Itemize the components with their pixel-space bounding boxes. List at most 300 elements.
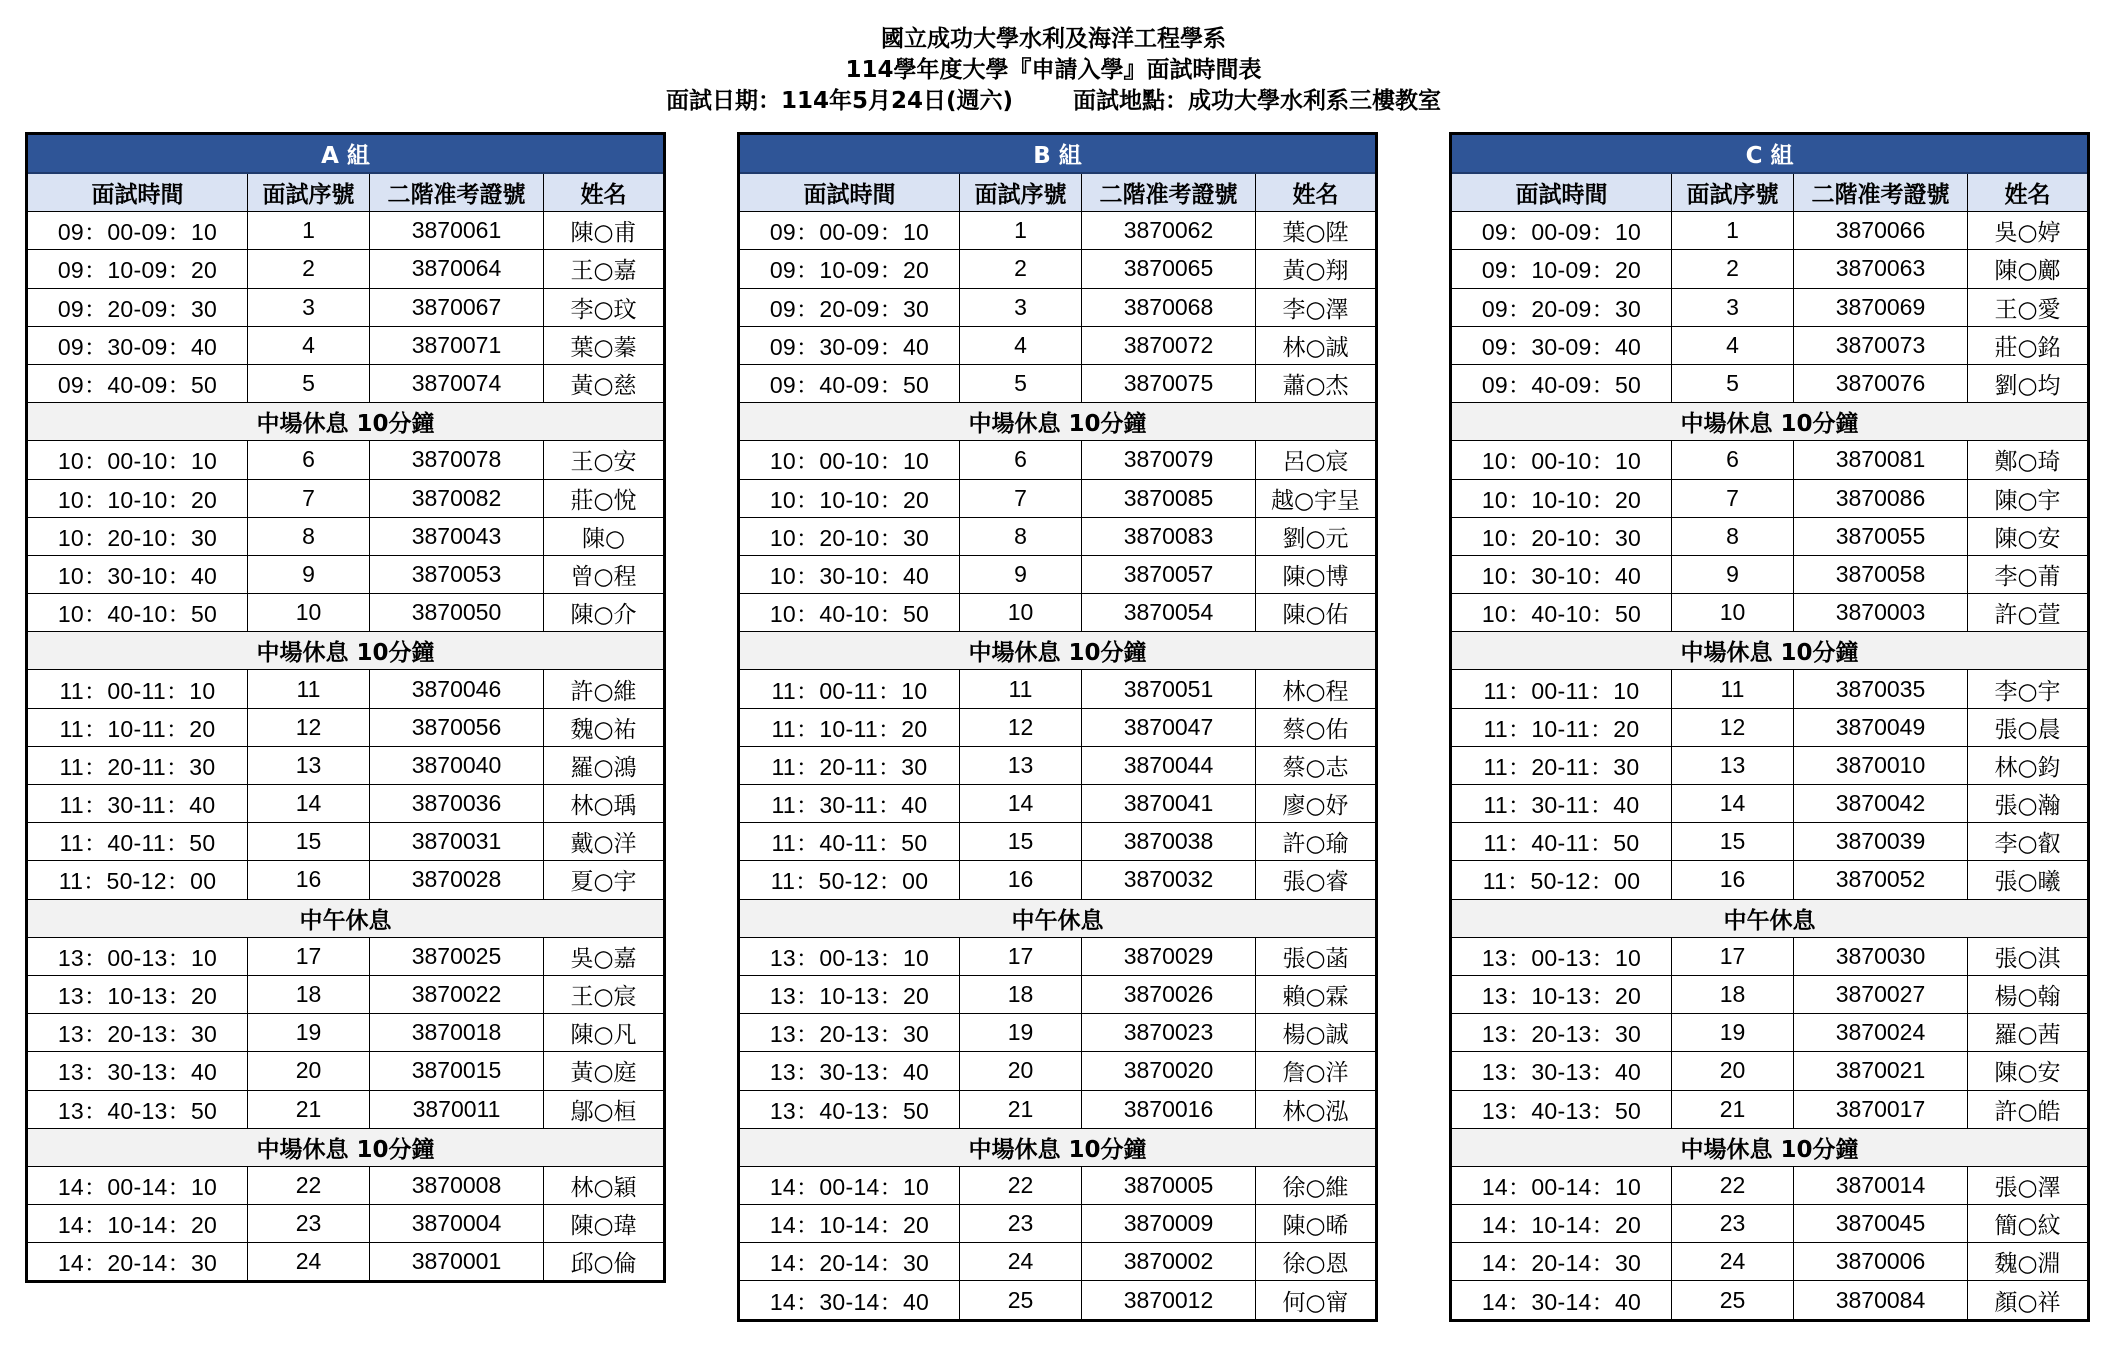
candidate-name: 顏○祥	[1968, 1281, 2089, 1320]
table-row	[739, 670, 1377, 708]
candidate-name: 陳○安	[1968, 1052, 2089, 1090]
candidate-name: 何○甯	[1256, 1281, 1377, 1320]
table-row	[1451, 1281, 2089, 1320]
candidate-name: 黃○庭	[544, 1052, 665, 1090]
interview-time: 11：10-11：20	[739, 708, 960, 746]
interview-time: 09：30-09：40	[739, 326, 960, 364]
interview-time: 11：00-11：10	[739, 670, 960, 708]
break-row	[27, 403, 665, 441]
table-row	[1451, 1014, 2089, 1052]
candidate-name: 戴○洋	[544, 823, 665, 861]
interview-time: 10：10-10：20	[739, 479, 960, 517]
break-label: 中場休息 10分鐘	[27, 632, 665, 670]
admission-ticket-number: 3870076	[1794, 364, 1968, 402]
interview-place: 面試地點：成功大學水利系三樓教室	[1073, 88, 1442, 114]
interview-time: 09：10-09：20	[1451, 250, 1672, 288]
table-row	[1451, 937, 2089, 975]
interview-number: 18	[1672, 975, 1794, 1013]
table-row	[27, 517, 665, 555]
admission-ticket-number: 3870018	[370, 1014, 544, 1052]
department-title: 國立成功大學水利及海洋工程學系	[881, 26, 1226, 52]
table-row	[739, 708, 1377, 746]
candidate-name: 莊○銘	[1968, 326, 2089, 364]
interview-time: 09：00-09：10	[27, 212, 248, 250]
table-row	[27, 1014, 665, 1052]
admission-ticket-number: 3870086	[1794, 479, 1968, 517]
admission-ticket-number: 3870055	[1794, 517, 1968, 555]
admission-ticket-number: 3870024	[1794, 1014, 1968, 1052]
interview-time: 10：40-10：50	[739, 594, 960, 632]
table-row	[739, 1243, 1377, 1281]
candidate-name: 林○瑀	[544, 785, 665, 823]
candidate-name: 陳○瑋	[544, 1205, 665, 1243]
table-row	[27, 441, 665, 479]
interview-time: 11：40-11：50	[1451, 823, 1672, 861]
candidate-name: 楊○翰	[1968, 975, 2089, 1013]
schedule-table	[737, 132, 1378, 1322]
break-row	[739, 632, 1377, 670]
admission-ticket-number: 3870065	[1082, 250, 1256, 288]
interview-number: 17	[248, 937, 370, 975]
interview-time: 10：30-10：40	[1451, 555, 1672, 593]
break-row	[739, 403, 1377, 441]
interview-number: 3	[960, 288, 1082, 326]
admission-ticket-number: 3870082	[370, 479, 544, 517]
candidate-name: 陳○佑	[1256, 594, 1377, 632]
admission-ticket-number: 3870056	[370, 708, 544, 746]
admission-ticket-number: 3870071	[370, 326, 544, 364]
candidate-name: 張○曦	[1968, 861, 2089, 899]
interview-time: 13：10-13：20	[27, 975, 248, 1013]
interview-number: 4	[248, 326, 370, 364]
interview-time: 14：10-14：20	[1451, 1205, 1672, 1243]
admission-ticket-number: 3870064	[370, 250, 544, 288]
interview-number: 4	[960, 326, 1082, 364]
admission-ticket-number: 3870038	[1082, 823, 1256, 861]
candidate-name: 呂○宸	[1256, 441, 1377, 479]
admission-ticket-number: 3870027	[1794, 975, 1968, 1013]
interview-time: 11：50-12：00	[1451, 861, 1672, 899]
table-row	[739, 517, 1377, 555]
table-row	[739, 1090, 1377, 1128]
column-header: 二階准考證號	[370, 173, 544, 212]
candidate-name: 陳○安	[1968, 517, 2089, 555]
interview-number: 16	[248, 861, 370, 899]
interview-time: 13：30-13：40	[739, 1052, 960, 1090]
table-row	[27, 555, 665, 593]
interview-number: 22	[960, 1166, 1082, 1204]
interview-time: 11：50-12：00	[739, 861, 960, 899]
table-row	[1451, 326, 2089, 364]
table-row	[739, 746, 1377, 784]
table-row	[27, 1052, 665, 1090]
admission-ticket-number: 3870005	[1082, 1166, 1256, 1204]
candidate-name: 蔡○志	[1256, 746, 1377, 784]
candidate-name: 林○程	[1256, 670, 1377, 708]
table-row	[739, 594, 1377, 632]
candidate-name: 鄭○琦	[1968, 441, 2089, 479]
interview-number: 2	[1672, 250, 1794, 288]
table-row	[27, 861, 665, 899]
interview-number: 15	[248, 823, 370, 861]
interview-number: 5	[960, 364, 1082, 402]
table-row	[739, 823, 1377, 861]
candidate-name: 莊○悅	[544, 479, 665, 517]
candidate-name: 邱○倫	[544, 1243, 665, 1282]
interview-time: 13：00-13：10	[739, 937, 960, 975]
interview-number: 12	[1672, 708, 1794, 746]
admission-ticket-number: 3870036	[370, 785, 544, 823]
interview-time: 11：30-11：40	[739, 785, 960, 823]
interview-time: 10：00-10：10	[27, 441, 248, 479]
admission-ticket-number: 3870040	[370, 746, 544, 784]
interview-time: 13：20-13：30	[1451, 1014, 1672, 1052]
interview-number: 16	[1672, 861, 1794, 899]
admission-ticket-number: 3870072	[1082, 326, 1256, 364]
admission-ticket-number: 3870020	[1082, 1052, 1256, 1090]
interview-number: 8	[1672, 517, 1794, 555]
candidate-name: 劉○均	[1968, 364, 2089, 402]
interview-time: 10：30-10：40	[27, 555, 248, 593]
table-row	[27, 288, 665, 326]
table-row	[1451, 975, 2089, 1013]
table-row	[1451, 823, 2089, 861]
interview-number: 5	[248, 364, 370, 402]
group-title: B 組	[739, 134, 1377, 174]
interview-time: 11：00-11：10	[1451, 670, 1672, 708]
admission-ticket-number: 3870021	[1794, 1052, 1968, 1090]
table-row	[27, 326, 665, 364]
interview-number: 10	[960, 594, 1082, 632]
admission-ticket-number: 3870045	[1794, 1205, 1968, 1243]
interview-time: 09：20-09：30	[739, 288, 960, 326]
interview-time: 13：00-13：10	[27, 937, 248, 975]
break-row	[1451, 632, 2089, 670]
interview-number: 15	[960, 823, 1082, 861]
interview-time: 11：30-11：40	[1451, 785, 1672, 823]
document-header	[0, 24, 2107, 117]
candidate-name: 吳○嘉	[544, 937, 665, 975]
candidate-name: 張○瀚	[1968, 785, 2089, 823]
break-label: 中午休息	[739, 899, 1377, 937]
admission-ticket-number: 3870006	[1794, 1243, 1968, 1281]
break-row	[1451, 403, 2089, 441]
candidate-name: 陳○	[544, 517, 665, 555]
interview-time: 09：00-09：10	[739, 212, 960, 250]
group-title: A 組	[27, 134, 665, 174]
interview-time: 11：00-11：10	[27, 670, 248, 708]
interview-number: 21	[248, 1090, 370, 1128]
admission-ticket-number: 3870016	[1082, 1090, 1256, 1128]
admission-ticket-number: 3870030	[1794, 937, 1968, 975]
table-row	[739, 861, 1377, 899]
candidate-name: 李○宇	[1968, 670, 2089, 708]
interview-time: 10：20-10：30	[1451, 517, 1672, 555]
interview-time: 14：00-14：10	[27, 1166, 248, 1204]
table-row	[27, 937, 665, 975]
candidate-name: 許○瑜	[1256, 823, 1377, 861]
table-row	[739, 1014, 1377, 1052]
candidate-name: 賴○霖	[1256, 975, 1377, 1013]
interview-number: 6	[248, 441, 370, 479]
admission-ticket-number: 3870061	[370, 212, 544, 250]
table-row	[1451, 594, 2089, 632]
candidate-name: 劉○元	[1256, 517, 1377, 555]
admission-ticket-number: 3870028	[370, 861, 544, 899]
interview-time: 11：20-11：30	[27, 746, 248, 784]
interview-number: 23	[1672, 1205, 1794, 1243]
table-row	[1451, 670, 2089, 708]
admission-ticket-number: 3870041	[1082, 785, 1256, 823]
admission-ticket-number: 3870074	[370, 364, 544, 402]
table-row	[1451, 441, 2089, 479]
candidate-name: 黃○慈	[544, 364, 665, 402]
interview-time: 11：20-11：30	[1451, 746, 1672, 784]
interview-time: 13：10-13：20	[739, 975, 960, 1013]
admission-ticket-number: 3870001	[370, 1243, 544, 1282]
admission-ticket-number: 3870063	[1794, 250, 1968, 288]
admission-ticket-number: 3870023	[1082, 1014, 1256, 1052]
interview-time: 13：00-13：10	[1451, 937, 1672, 975]
interview-number: 11	[1672, 670, 1794, 708]
admission-ticket-number: 3870084	[1794, 1281, 1968, 1320]
column-header: 面試時間	[27, 173, 248, 212]
interview-number: 1	[248, 212, 370, 250]
table-row	[1451, 555, 2089, 593]
interview-time: 11：30-11：40	[27, 785, 248, 823]
interview-time: 14：20-14：30	[27, 1243, 248, 1282]
interview-number: 8	[248, 517, 370, 555]
interview-number: 6	[1672, 441, 1794, 479]
interview-number: 2	[960, 250, 1082, 288]
candidate-name: 王○愛	[1968, 288, 2089, 326]
table-row	[1451, 1090, 2089, 1128]
break-row	[1451, 1128, 2089, 1166]
candidate-name: 陳○甫	[544, 212, 665, 250]
interview-time: 14：00-14：10	[739, 1166, 960, 1204]
interview-time: 13：40-13：50	[739, 1090, 960, 1128]
candidate-name: 許○皓	[1968, 1090, 2089, 1128]
interview-time: 14：20-14：30	[739, 1243, 960, 1281]
admission-ticket-number: 3870073	[1794, 326, 1968, 364]
interview-time: 10：00-10：10	[739, 441, 960, 479]
interview-number: 9	[1672, 555, 1794, 593]
interview-number: 22	[248, 1166, 370, 1204]
candidate-name: 羅○茜	[1968, 1014, 2089, 1052]
interview-number: 19	[960, 1014, 1082, 1052]
break-label: 中場休息 10分鐘	[27, 403, 665, 441]
break-label: 中場休息 10分鐘	[1451, 403, 2089, 441]
interview-time: 13：30-13：40	[1451, 1052, 1672, 1090]
interview-time: 11：40-11：50	[27, 823, 248, 861]
interview-time: 09：20-09：30	[27, 288, 248, 326]
table-row	[739, 1281, 1377, 1320]
table-row	[739, 785, 1377, 823]
admission-ticket-number: 3870003	[1794, 594, 1968, 632]
table-row	[739, 975, 1377, 1013]
break-row	[27, 899, 665, 937]
interview-time: 14：30-14：40	[739, 1281, 960, 1320]
interview-number: 7	[960, 479, 1082, 517]
candidate-name: 徐○恩	[1256, 1243, 1377, 1281]
candidate-name: 林○誠	[1256, 326, 1377, 364]
break-row	[1451, 899, 2089, 937]
candidate-name: 張○睿	[1256, 861, 1377, 899]
admission-ticket-number: 3870062	[1082, 212, 1256, 250]
table-row	[739, 250, 1377, 288]
admission-ticket-number: 3870025	[370, 937, 544, 975]
candidate-name: 徐○維	[1256, 1166, 1377, 1204]
table-row	[27, 670, 665, 708]
candidate-name: 王○宸	[544, 975, 665, 1013]
column-header: 面試序號	[1672, 173, 1794, 212]
interview-number: 11	[248, 670, 370, 708]
group-table-2	[1449, 132, 2087, 1322]
candidate-name: 許○萱	[1968, 594, 2089, 632]
candidate-name: 吳○婷	[1968, 212, 2089, 250]
break-row	[739, 1128, 1377, 1166]
interview-time: 09：40-09：50	[1451, 364, 1672, 402]
table-row	[27, 364, 665, 402]
admission-ticket-number: 3870058	[1794, 555, 1968, 593]
group-table-0	[25, 132, 663, 1283]
table-row	[739, 288, 1377, 326]
interview-number: 5	[1672, 364, 1794, 402]
table-row	[1451, 364, 2089, 402]
candidate-name: 張○晨	[1968, 708, 2089, 746]
interview-number: 24	[1672, 1243, 1794, 1281]
table-row	[739, 937, 1377, 975]
interview-number: 17	[960, 937, 1082, 975]
interview-time: 13：40-13：50	[27, 1090, 248, 1128]
interview-time: 11：10-11：20	[27, 708, 248, 746]
admission-ticket-number: 3870079	[1082, 441, 1256, 479]
admission-ticket-number: 3870083	[1082, 517, 1256, 555]
table-row	[739, 326, 1377, 364]
admission-ticket-number: 3870039	[1794, 823, 1968, 861]
interview-number: 18	[960, 975, 1082, 1013]
interview-number: 7	[1672, 479, 1794, 517]
candidate-name: 李○玟	[544, 288, 665, 326]
table-row	[1451, 250, 2089, 288]
candidate-name: 張○淇	[1968, 937, 2089, 975]
table-row	[1451, 212, 2089, 250]
admission-ticket-number: 3870050	[370, 594, 544, 632]
break-label: 中場休息 10分鐘	[739, 403, 1377, 441]
candidate-name: 蔡○佑	[1256, 708, 1377, 746]
table-row	[27, 250, 665, 288]
interview-time: 10：40-10：50	[27, 594, 248, 632]
candidate-name: 羅○鴻	[544, 746, 665, 784]
candidate-name: 陳○晞	[1256, 1205, 1377, 1243]
candidate-name: 陳○介	[544, 594, 665, 632]
break-label: 中場休息 10分鐘	[1451, 632, 2089, 670]
table-row	[739, 1166, 1377, 1204]
interview-time: 14：30-14：40	[1451, 1281, 1672, 1320]
schedule-title: 114學年度大學『申請入學』面試時間表	[845, 57, 1262, 83]
admission-ticket-number: 3870066	[1794, 212, 1968, 250]
table-row	[27, 1166, 665, 1204]
interview-time: 14：20-14：30	[1451, 1243, 1672, 1281]
admission-ticket-number: 3870029	[1082, 937, 1256, 975]
column-header: 姓名	[1968, 173, 2089, 212]
interview-time: 11：50-12：00	[27, 861, 248, 899]
interview-time: 13：40-13：50	[1451, 1090, 1672, 1128]
admission-ticket-number: 3870022	[370, 975, 544, 1013]
table-row	[1451, 479, 2089, 517]
interview-time: 10：20-10：30	[27, 517, 248, 555]
candidate-name: 魏○淵	[1968, 1243, 2089, 1281]
interview-time: 09：20-09：30	[1451, 288, 1672, 326]
interview-time: 10：00-10：10	[1451, 441, 1672, 479]
table-row	[739, 212, 1377, 250]
candidate-name: 廖○妤	[1256, 785, 1377, 823]
interview-number: 13	[960, 746, 1082, 784]
group-table-1	[737, 132, 1375, 1322]
interview-number: 15	[1672, 823, 1794, 861]
interview-number: 20	[960, 1052, 1082, 1090]
table-row	[27, 708, 665, 746]
candidate-name: 魏○祐	[544, 708, 665, 746]
table-row	[739, 1052, 1377, 1090]
admission-ticket-number: 3870026	[1082, 975, 1256, 1013]
table-row	[1451, 288, 2089, 326]
break-label: 中場休息 10分鐘	[1451, 1128, 2089, 1166]
admission-ticket-number: 3870042	[1794, 785, 1968, 823]
interview-number: 4	[1672, 326, 1794, 364]
candidate-name: 詹○洋	[1256, 1052, 1377, 1090]
interview-time: 11：10-11：20	[1451, 708, 1672, 746]
interview-time: 10：30-10：40	[739, 555, 960, 593]
candidate-name: 陳○凡	[544, 1014, 665, 1052]
table-row	[739, 364, 1377, 402]
break-label: 中場休息 10分鐘	[739, 1128, 1377, 1166]
candidate-name: 鄔○桓	[544, 1090, 665, 1128]
table-row	[739, 555, 1377, 593]
table-row	[27, 1243, 665, 1282]
schedule-table	[1449, 132, 2090, 1322]
interview-number: 23	[248, 1205, 370, 1243]
admission-ticket-number: 3870004	[370, 1205, 544, 1243]
interview-number: 12	[960, 708, 1082, 746]
table-row	[27, 823, 665, 861]
admission-ticket-number: 3870046	[370, 670, 544, 708]
interview-number: 1	[1672, 212, 1794, 250]
interview-number: 10	[248, 594, 370, 632]
table-row	[27, 479, 665, 517]
interview-number: 16	[960, 861, 1082, 899]
interview-number: 6	[960, 441, 1082, 479]
admission-ticket-number: 3870009	[1082, 1205, 1256, 1243]
admission-ticket-number: 3870081	[1794, 441, 1968, 479]
admission-ticket-number: 3870078	[370, 441, 544, 479]
break-label: 中午休息	[27, 899, 665, 937]
interview-time: 14：00-14：10	[1451, 1166, 1672, 1204]
interview-number: 19	[1672, 1014, 1794, 1052]
admission-ticket-number: 3870051	[1082, 670, 1256, 708]
interview-number: 12	[248, 708, 370, 746]
table-row	[1451, 1205, 2089, 1243]
schedule-table	[25, 132, 666, 1283]
admission-ticket-number: 3870032	[1082, 861, 1256, 899]
admission-ticket-number: 3870010	[1794, 746, 1968, 784]
candidate-name: 林○泓	[1256, 1090, 1377, 1128]
table-row	[1451, 1243, 2089, 1281]
candidate-name: 陳○博	[1256, 555, 1377, 593]
interview-time: 10：10-10：20	[1451, 479, 1672, 517]
break-label: 中場休息 10分鐘	[739, 632, 1377, 670]
interview-number: 13	[1672, 746, 1794, 784]
